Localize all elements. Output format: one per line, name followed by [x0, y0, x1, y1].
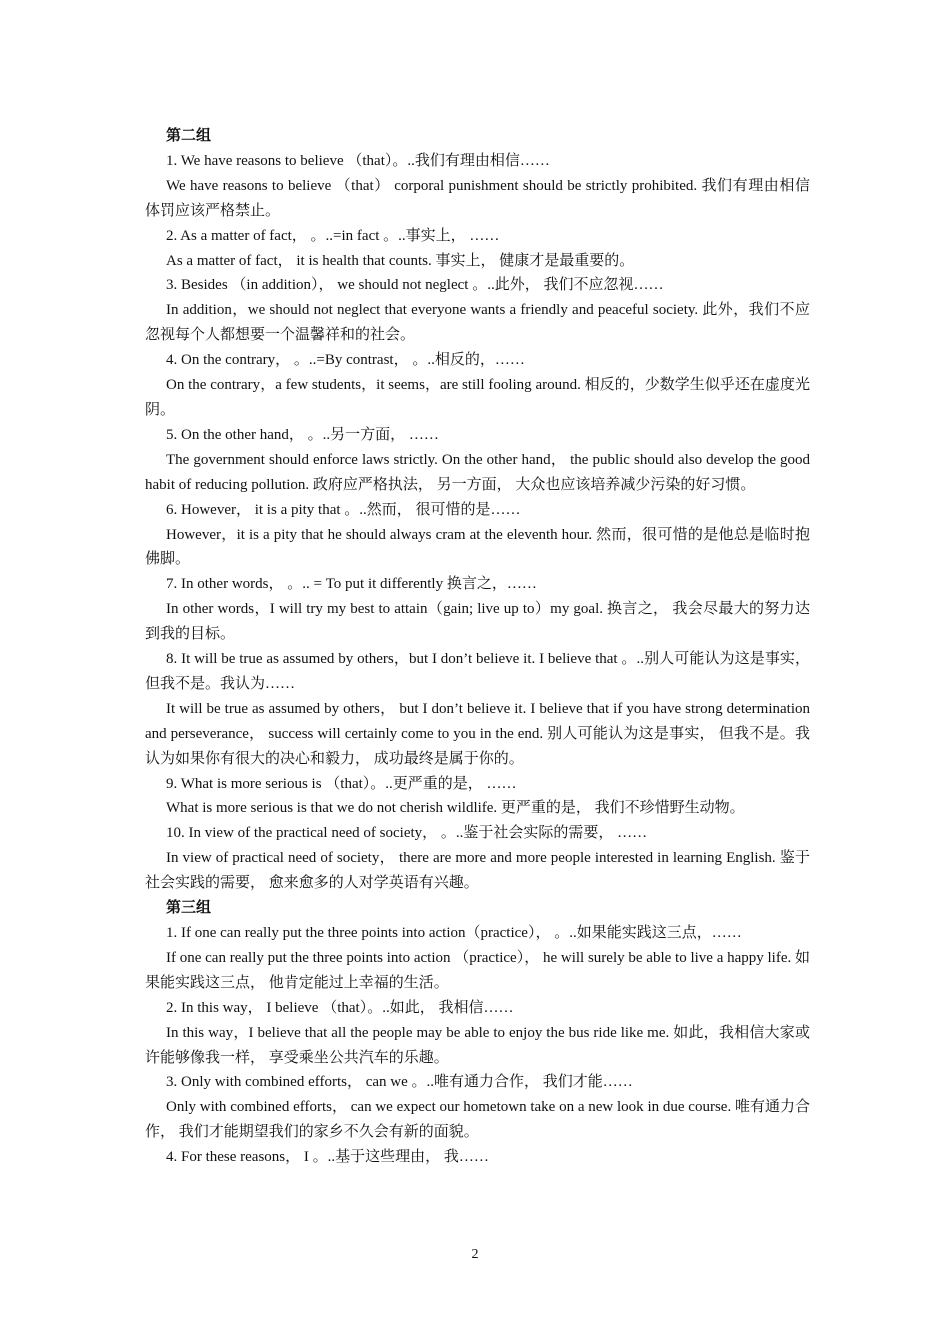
section-heading: 第二组: [166, 128, 212, 144]
page-number: 2: [471, 1247, 479, 1262]
paragraph: In this way，I believe that all the people may be able to enjoy the bus ride like me. 如此，我相信大家或许能够像我一样， 享受乘坐公共汽车的乐趣。: [145, 1024, 810, 1066]
paragraph: 4. On the contrary， 。..=By contrast， 。..相反的，……: [166, 352, 525, 369]
paragraph: 2. In this way， I believe （that）。..如此， 我相信……: [166, 999, 514, 1016]
paragraph: 4. For these reasons， I 。..基于这些理由， 我……: [166, 1149, 489, 1166]
paragraph: As a matter of fact， it is health that counts. 事实上， 健康才是最重要的。: [166, 252, 635, 269]
paragraph: 2. As a matter of fact， 。..=in fact 。..事实上， ……: [166, 227, 500, 244]
paragraph: 10. In view of the practical need of society， 。..鉴于社会实际的需要， ……: [166, 825, 648, 842]
paragraph: 1. If one can really put the three points into action（practice）， 。..如果能实践这三点，……: [166, 925, 742, 941]
paragraph: In view of practical need of society， there are more and more people interested in learning English. 鉴于社会实践的需要， 愈来愈多的人对学英语有兴趣。: [145, 850, 810, 892]
paragraph: What is more serious is that we do not cherish wildlife. 更严重的是， 我们不珍惜野生动物。: [166, 800, 745, 817]
paragraph: We have reasons to believe （that） corporal punishment should be strictly prohibited. 我们有理由相信体罚应该严格禁止。: [145, 177, 810, 219]
paragraph: The government should enforce laws strictly. On the other hand， the public should also develop the good habit of reducing pollution. 政府应严格执法， 另一方面， 大众也应该培养减少污染的好习惯。: [145, 451, 810, 493]
paragraph: It will be true as assumed by others， but I don’t believe it. I believe that if you have strong determination and perseverance， success will certainly come to you in the end. 别人可能认为这是事实， 但我不是。我认为如果你有很大的决心和毅力， 成功最终是属于你的。: [145, 700, 810, 767]
paragraph: 7. In other words， 。.. = To put it differently 换言之，……: [166, 576, 537, 593]
paragraph: 3. Besides （in addition）， we should not neglect 。..此外， 我们不应忽视……: [166, 277, 664, 294]
paragraph: If one can really put the three points into action （practice）， he will surely be able to live a happy life. 如果能实践这三点， 他肯定能过上幸福的生活。: [145, 949, 810, 991]
paragraph: 3. Only with combined efforts， can we 。..唯有通力合作， 我们才能……: [166, 1074, 633, 1091]
paragraph: In addition，we should not neglect that everyone wants a friendly and peaceful society. 此外，我们不应忽视每个人都想要一个温馨祥和的社会。: [145, 302, 810, 344]
paragraph: 8. It will be true as assumed by others，but I don’t believe it. I believe that 。..别人可能认为这是事实， 但我不是。我认为……: [145, 651, 810, 692]
paragraph: 5. On the other hand， 。..另一方面， ……: [166, 426, 439, 443]
paragraph: Only with combined efforts， can we expect our hometown take on a new look in due course. 唯有通力合作， 我们才能期望我们的家乡不久会有新的面貌。: [145, 1099, 810, 1141]
paragraph: 1. We have reasons to believe （that）。..我们有理由相信……: [166, 152, 550, 169]
paragraph: 6. However， it is a pity that 。..然而， 很可惜的是……: [166, 501, 521, 518]
paragraph: On the contrary，a few students，it seems，are still fooling around. 相反的，少数学生似乎还在虚度光阴。: [145, 377, 810, 418]
paragraph: However，it is a pity that he should always cram at the eleventh hour. 然而，很可惜的是他总是临时抱佛脚。: [145, 526, 810, 568]
paragraph: In other words，I will try my best to attain（gain; live up to）my goal. 换言之， 我会尽最大的努力达到我的目标。: [145, 601, 810, 643]
section-heading: 第三组: [166, 900, 212, 917]
document-body: [145, 124, 810, 1170]
paragraph: 9. What is more serious is （that）。..更严重的是， ……: [166, 775, 517, 792]
